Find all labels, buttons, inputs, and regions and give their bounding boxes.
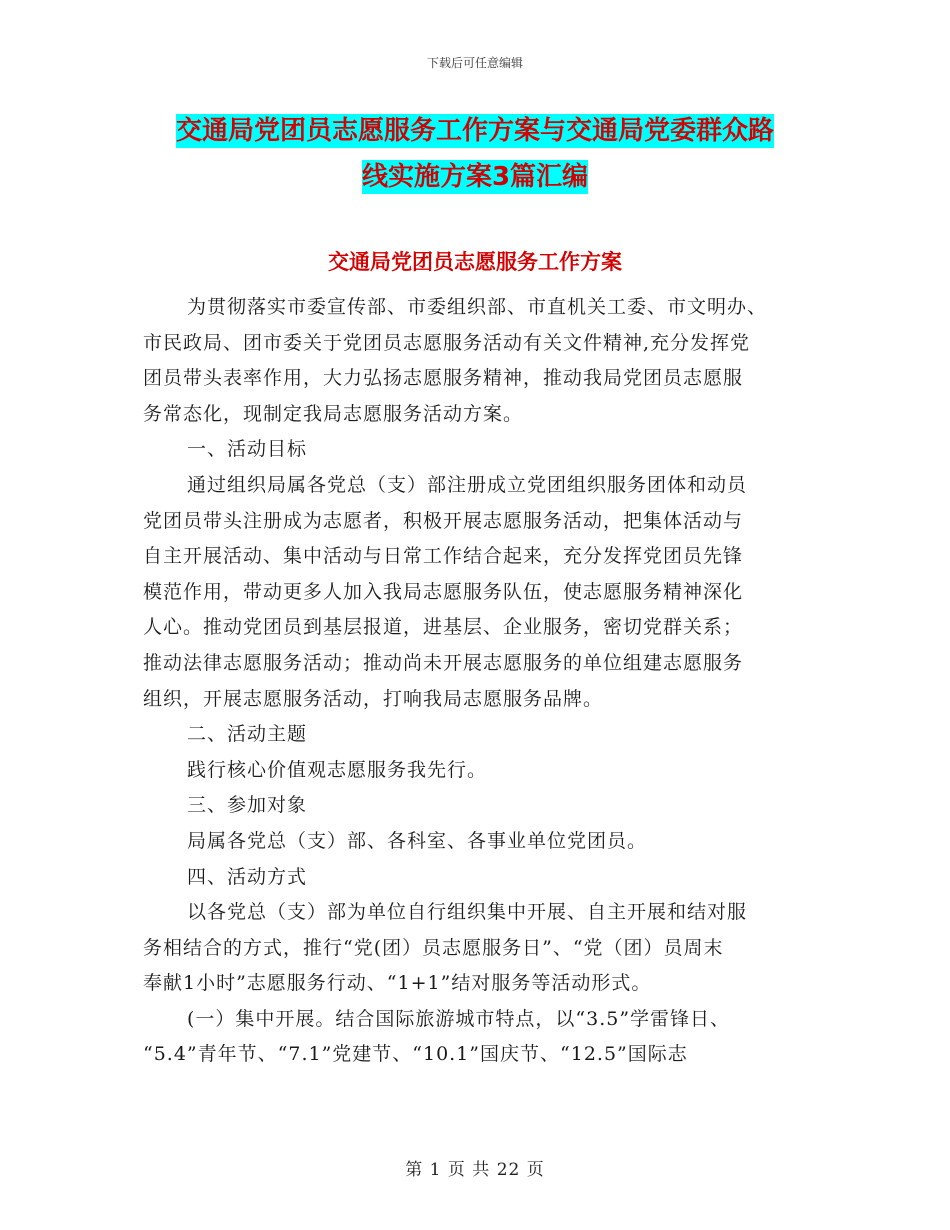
- title-highlight-1: 交通局党团员志愿服务工作方案与交通局党委群众路: [175, 116, 774, 146]
- page-header-note: 下载后可任意编辑: [426, 56, 523, 70]
- document-title-line-1: [0, 108, 950, 154]
- paragraph-line: 市民政局、团市委关于党团员志愿服务活动有关文件精神,充分发挥党: [143, 331, 751, 354]
- paragraph-line: 自主开展活动、集中活动与日常工作结合起来，充分发挥党团员先锋: [143, 545, 744, 568]
- paragraph-line: 人心。推动党团员到基层报道，进基层、企业服务，密切党群关系；: [143, 616, 744, 639]
- page-number: 第 1 页 共 22 页: [405, 1160, 545, 1180]
- paragraph-line: 团员带头表率作用，大力弘扬志愿服务精神，推动我局党团员志愿服: [143, 367, 744, 390]
- title-highlight-2: 线实施方案3篇汇编: [361, 162, 589, 192]
- paragraph-line: 局属各党总（支）部、各科室、各事业单位党团员。: [187, 829, 648, 852]
- document-title: [0, 108, 950, 200]
- heading-activity-method: 四、活动方式: [187, 865, 308, 888]
- paragraph-line: (一）集中开展。结合国际旅游城市特点，以“3.5”学雷锋日、: [187, 1007, 731, 1030]
- paragraph-line: 务常态化，现制定我局志愿服务活动方案。: [143, 402, 524, 425]
- document-title-line-2: [0, 154, 950, 200]
- paragraph-line: 务相结合的方式，推行“党(团）员志愿服务日”、“党（团）员周末: [143, 936, 724, 959]
- paragraph-line: 践行核心价值观志愿服务我先行。: [187, 758, 488, 781]
- paragraph-line: 为贯彻落实市委宣传部、市委组织部、市直机关工委、市文明办、: [187, 296, 768, 318]
- paragraph-line: 通过组织局属各党总（支）部注册成立党团组织服务团体和动员: [187, 473, 748, 496]
- paragraph-line: 模范作用，带动更多人加入我局志愿服务队伍，使志愿服务精神深化: [143, 580, 744, 603]
- paragraph-line: 以各党总（支）部为单位自行组织集中开展、自主开展和结对服: [187, 901, 748, 924]
- paragraph-line: 组织，开展志愿服务活动，打响我局志愿服务品牌。: [143, 687, 604, 710]
- document-body: [143, 290, 808, 1073]
- heading-activity-goal: 一、活动目标: [187, 438, 308, 461]
- paragraph-line: 奉献1小时”志愿服务行动、“1+1”结对服务等活动形式。: [143, 972, 652, 995]
- heading-activity-theme: 二、活动主题: [187, 723, 308, 746]
- paragraph-line: “5.4”青年节、“7.1”党建节、“10.1”国庆节、“12.5”国际志: [143, 1043, 688, 1066]
- paragraph-line: 推动法律志愿服务活动；推动尚未开展志愿服务的单位组建志愿服务: [143, 651, 744, 674]
- heading-participants: 三、参加对象: [187, 794, 308, 817]
- paragraph-line: 党团员带头注册成为志愿者，积极开展志愿服务活动，把集体活动与: [143, 509, 744, 532]
- section-title: 交通局党团员志愿服务工作方案: [328, 250, 622, 274]
